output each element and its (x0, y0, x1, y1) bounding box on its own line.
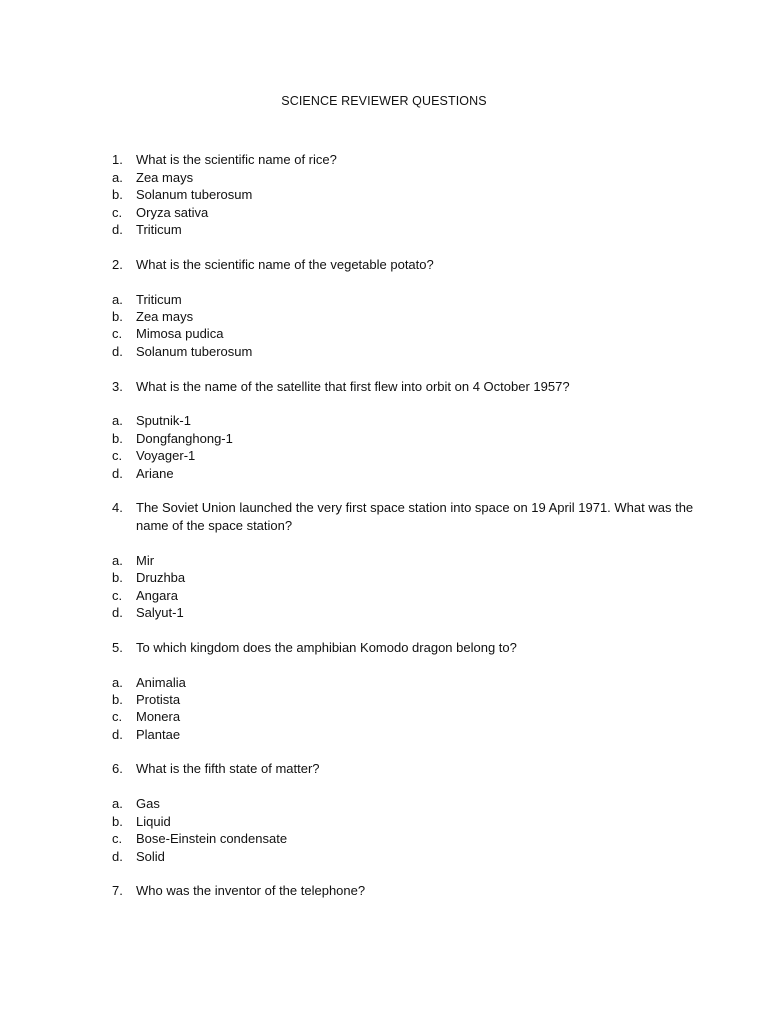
option-letter: a. (112, 553, 123, 568)
option-letter: b. (112, 814, 123, 829)
option-letter: a. (112, 796, 123, 811)
question-number: 6. (112, 761, 123, 776)
option-text: Ariane (136, 466, 174, 481)
question-text: What is the scientific name of rice? (136, 152, 337, 167)
option-letter: d. (112, 849, 123, 864)
option-text: Voyager-1 (136, 448, 196, 463)
option-text: Sputnik-1 (136, 413, 191, 428)
question-text: To which kingdom does the amphibian Komodo dragon belong to? (136, 640, 517, 655)
option-letter: c. (112, 326, 123, 341)
question-text-continued: name of the space station? (136, 518, 293, 533)
option-text: Plantae (136, 727, 181, 742)
option-text: Gas (136, 796, 160, 811)
option-letter: c. (112, 709, 123, 724)
document-title: SCIENCE REVIEWER QUESTIONS (281, 94, 487, 108)
option-text: Zea mays (136, 309, 194, 324)
option-letter: a. (112, 292, 123, 307)
question-text: What is the fifth state of matter? (136, 761, 320, 776)
question-text: The Soviet Union launched the very first space station into space on 19 April 1971. What was the (136, 500, 694, 515)
option-letter: d. (112, 727, 123, 742)
option-text: Mimosa pudica (136, 326, 224, 341)
option-text: Triticum (136, 222, 182, 237)
question-number: 2. (112, 257, 123, 272)
option-text: Mir (136, 553, 155, 568)
question-number: 1. (112, 152, 123, 167)
option-letter: c. (112, 205, 123, 220)
option-text: Solanum tuberosum (136, 187, 253, 202)
option-text: Protista (136, 692, 181, 707)
option-text: Salyut-1 (136, 605, 184, 620)
question-number: 3. (112, 379, 123, 394)
option-letter: a. (112, 675, 123, 690)
option-text: Bose-Einstein condensate (136, 831, 288, 846)
option-text: Angara (136, 588, 178, 603)
option-text: Liquid (136, 814, 171, 829)
question-text: Who was the inventor of the telephone? (136, 883, 366, 898)
question-number: 4. (112, 500, 123, 515)
option-letter: b. (112, 309, 123, 324)
option-letter: c. (112, 588, 123, 603)
option-letter: b. (112, 570, 123, 585)
option-letter: d. (112, 605, 123, 620)
option-letter: d. (112, 344, 123, 359)
option-text: Dongfanghong-1 (136, 431, 233, 446)
option-letter: d. (112, 222, 123, 237)
option-text: Triticum (136, 292, 182, 307)
option-letter: a. (112, 413, 123, 428)
option-letter: b. (112, 431, 123, 446)
question-number: 7. (112, 883, 123, 898)
option-text: Druzhba (136, 570, 186, 585)
option-text: Oryza sativa (136, 205, 209, 220)
option-text: Solanum tuberosum (136, 344, 253, 359)
option-letter: c. (112, 448, 123, 463)
option-text: Zea mays (136, 170, 194, 185)
option-letter: b. (112, 692, 123, 707)
option-letter: d. (112, 466, 123, 481)
question-text: What is the name of the satellite that first flew into orbit on 4 October 1957? (136, 379, 570, 394)
option-letter: a. (112, 170, 123, 185)
question-text: What is the scientific name of the vegetable potato? (136, 257, 434, 272)
question-number: 5. (112, 640, 123, 655)
option-text: Solid (136, 849, 165, 864)
option-text: Animalia (136, 675, 186, 690)
option-letter: b. (112, 187, 123, 202)
option-text: Monera (136, 709, 181, 724)
option-letter: c. (112, 831, 123, 846)
